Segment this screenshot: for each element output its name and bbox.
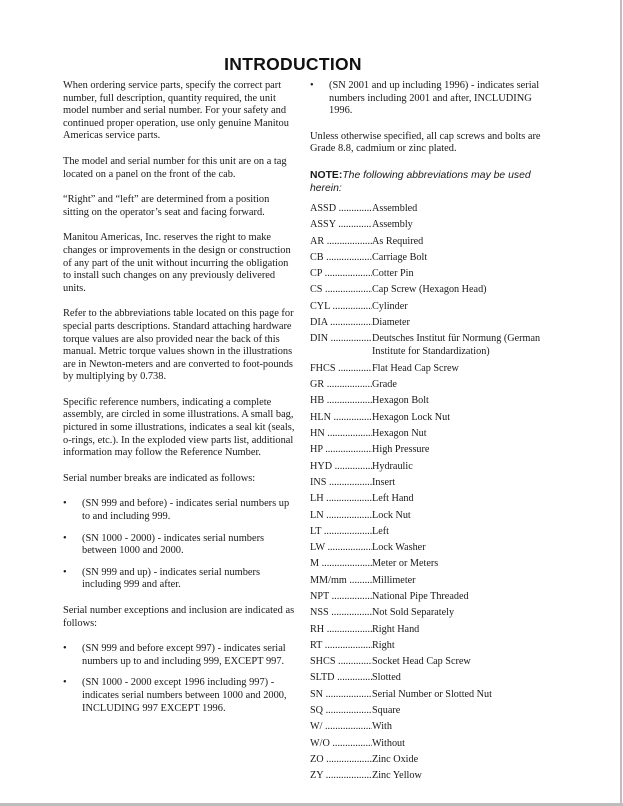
abbreviation-row: [310, 395, 550, 411]
list-item-text: (SN 999 and up) - indicates serial numbers including 999 and after.: [82, 566, 261, 591]
abbreviation-definition: Square: [372, 705, 550, 718]
abbreviation-row: [310, 640, 550, 656]
abbreviation-row: [310, 219, 550, 235]
abbreviation-code: MM/mm .....: [310, 575, 372, 588]
abbreviation-row: [310, 428, 550, 444]
abbreviation-row: [310, 379, 550, 395]
abbreviation-row: [310, 672, 550, 688]
abbreviation-code: AR .....: [310, 236, 372, 249]
abbreviation-row: [310, 705, 550, 721]
bullet-icon: •: [63, 643, 67, 655]
bullet-icon: •: [63, 498, 67, 510]
abbreviation-code: SQ .....: [310, 705, 372, 718]
abbreviation-code: SN .....: [310, 689, 372, 702]
abbreviation-definition: Zinc Oxide: [372, 754, 550, 767]
bullet-icon: •: [310, 80, 314, 91]
abbreviation-row: [310, 236, 550, 252]
abbreviation-definition: Left Hand: [372, 493, 550, 506]
abbreviation-definition: With: [372, 721, 550, 734]
abbreviation-row: [310, 770, 550, 786]
abbreviation-row: [310, 493, 550, 509]
abbreviation-code: SLTD .....: [310, 672, 372, 685]
abbreviation-row: [310, 607, 550, 623]
abbreviation-definition: Insert: [372, 477, 550, 490]
abbreviation-definition: Millimeter: [372, 575, 550, 588]
abbreviation-code: CP .....: [310, 268, 372, 281]
abbreviation-definition: Assembly: [372, 219, 550, 232]
abbreviation-code: DIN .....: [310, 333, 372, 346]
abbreviation-definition: Right Hand: [372, 624, 550, 637]
abbreviation-code: HP .....: [310, 444, 372, 457]
abbreviation-code: ZO .....: [310, 754, 372, 767]
abbreviation-row: [310, 542, 550, 558]
list-item: [63, 533, 297, 558]
abbreviation-row: [310, 738, 550, 754]
right-column: [310, 80, 550, 787]
list-item: [63, 567, 297, 592]
note: [310, 169, 550, 195]
abbreviation-code: SHCS .....: [310, 656, 372, 669]
abbreviation-definition: Grade: [372, 379, 550, 392]
abbreviation-definition: Lock Washer: [372, 542, 550, 555]
abbreviation-definition: High Pressure: [372, 444, 550, 457]
abbreviation-row: [310, 575, 550, 591]
abbreviation-definition: National Pipe Threaded: [372, 591, 550, 604]
list-item-text: (SN 999 and before except 997) - indicates serial numbers up to and including 999, EXCEPT 997.: [82, 643, 286, 667]
abbreviation-row: [310, 268, 550, 284]
abbreviation-row: [310, 526, 550, 542]
list-item: [310, 80, 550, 118]
serial-exceptions-list-continued: [310, 80, 550, 118]
abbreviation-row: [310, 591, 550, 607]
abbreviation-code: M .....: [310, 558, 372, 571]
abbreviation-definition: Lock Nut: [372, 510, 550, 523]
abbreviations-reference-paragraph: Refer to the abbreviations table located on this page for special parts descriptions. Standard attaching hardware torque values are also provided near the back of this manual. Metric torque values shown in the illustrations are in Newton-meters and are converted to foot-pounds by multiplying by 0.738.: [63, 308, 294, 383]
page-title: INTRODUCTION: [224, 54, 362, 74]
right-left-paragraph: “Right” and “left” are determined from a position sitting on the operator’s seat and facing forward.: [63, 194, 270, 218]
abbreviation-code: NSS .....: [310, 607, 372, 620]
bullet-icon: •: [63, 566, 67, 578]
list-item: [63, 677, 297, 715]
abbreviations-table: [310, 203, 550, 787]
list-item-text: (SN 1000 - 2000 except 1996 including 997) - indicates serial numbers between 1000 and 2000, INCLUDING 997 EXCEPT 1996.: [82, 677, 287, 714]
list-item: [63, 643, 297, 668]
bullet-icon: •: [63, 677, 67, 689]
abbreviation-code: DIA .....: [310, 317, 372, 330]
abbreviation-row: [310, 624, 550, 640]
abbreviation-definition: Hexagon Lock Nut: [372, 412, 550, 425]
abbreviation-definition: Diameter: [372, 317, 550, 330]
abbreviation-definition: Deutsches Institut für Normung (German Institute for Standardization): [372, 333, 550, 358]
abbreviation-row: [310, 301, 550, 317]
abbreviation-definition: Left: [372, 526, 550, 539]
serial-location-paragraph: The model and serial number for this unit are on a tag located on a panel on the front of the cab.: [63, 155, 287, 180]
ordering-paragraph: When ordering service parts, specify the correct part number, full description, quantity required, the unit model number and serial number. For your safety and continued proper operation, use only genuine Manitou Americas service parts.: [63, 80, 289, 142]
abbreviation-code: INS .....: [310, 477, 372, 490]
abbreviation-row: [310, 689, 550, 705]
abbreviation-row: [310, 754, 550, 770]
abbreviation-code: LH .....: [310, 493, 372, 506]
abbreviation-code: LW .....: [310, 542, 372, 555]
abbreviation-definition: Cotter Pin: [372, 268, 550, 281]
abbreviation-row: [310, 317, 550, 333]
abbreviation-code: ASSD .....: [310, 203, 372, 216]
abbreviation-code: GR .....: [310, 379, 372, 392]
abbreviation-row: [310, 252, 550, 268]
abbreviation-code: HN .....: [310, 428, 372, 441]
list-item-text: (SN 2001 and up including 1996) - indicates serial numbers including 2001 and after, INCLUDING 1996.: [329, 80, 540, 117]
abbreviation-definition: Right: [372, 640, 550, 653]
abbreviation-row: [310, 461, 550, 477]
serial-exceptions-intro: Serial number exceptions and inclusion are indicated as follows:: [63, 605, 295, 629]
abbreviation-row: [310, 412, 550, 428]
abbreviation-code: RH .....: [310, 624, 372, 637]
abbreviation-code: ZY .....: [310, 770, 372, 783]
left-column: [63, 80, 297, 728]
list-item-text: (SN 1000 - 2000) - indicates serial numbers between 1000 and 2000.: [82, 532, 265, 557]
note-text: The following abbreviations may be used herein:: [310, 169, 531, 194]
serial-breaks-list: [63, 498, 297, 592]
abbreviation-row: [310, 284, 550, 300]
reference-numbers-paragraph: Specific reference numbers, indicating a complete assembly, are circled in some illustrations. A small bag, pictured in some illustrations, indicates a seal kit (seals, o-rings, etc.). In the exploded view parts list, additional information may follow the Reference Number.: [63, 396, 295, 459]
abbreviation-definition: As Required: [372, 236, 550, 249]
abbreviation-code: NPT .....: [310, 591, 372, 604]
abbreviation-row: [310, 363, 550, 379]
abbreviation-code: W/O .....: [310, 738, 372, 751]
abbreviation-code: W/ .....: [310, 721, 372, 734]
abbreviation-code: HLN .....: [310, 412, 372, 425]
abbreviation-definition: Cylinder: [372, 301, 550, 314]
abbreviation-code: LN .....: [310, 510, 372, 523]
abbreviation-definition: Carriage Bolt: [372, 252, 550, 265]
abbreviation-code: CYL .....: [310, 301, 372, 314]
bullet-icon: •: [63, 532, 67, 544]
abbreviation-row: [310, 444, 550, 460]
grade-paragraph: Unless otherwise specified, all cap screws and bolts are Grade 8.8, cadmium or zinc plated.: [310, 130, 541, 155]
abbreviation-row: [310, 477, 550, 493]
abbreviation-definition: Zinc Yellow: [372, 770, 550, 783]
note-label: NOTE:: [310, 169, 343, 181]
abbreviation-definition: Flat Head Cap Screw: [372, 363, 550, 376]
abbreviation-row: [310, 656, 550, 672]
abbreviation-definition: Slotted: [372, 672, 550, 685]
abbreviation-code: HYD .....: [310, 461, 372, 474]
list-item-text: (SN 999 and before) - indicates serial numbers up to and including 999.: [82, 498, 290, 523]
abbreviation-definition: Assembled: [372, 203, 550, 216]
abbreviation-definition: Without: [372, 738, 550, 751]
abbreviation-row: [310, 721, 550, 737]
abbreviation-definition: Hexagon Nut: [372, 428, 550, 441]
serial-breaks-intro: Serial number breaks are indicated as follows:: [63, 472, 256, 484]
abbreviation-definition: Hydraulic: [372, 461, 550, 474]
abbreviation-definition: Socket Head Cap Screw: [372, 656, 550, 669]
abbreviation-definition: Serial Number or Slotted Nut: [372, 689, 550, 702]
abbreviation-definition: Not Sold Separately: [372, 607, 550, 620]
abbreviation-row: [310, 203, 550, 219]
abbreviation-code: CS .....: [310, 284, 372, 297]
abbreviation-row: [310, 558, 550, 574]
abbreviation-definition: Hexagon Bolt: [372, 395, 550, 408]
abbreviation-row: [310, 333, 550, 363]
page-border-right: [620, 0, 622, 806]
abbreviation-definition: Cap Screw (Hexagon Head): [372, 284, 550, 297]
abbreviation-code: HB .....: [310, 395, 372, 408]
changes-paragraph: Manitou Americas, Inc. reserves the right to make changes or improvements in the design or construction of any part of the unit without incurring the obligation to install such changes on any previously delivered units.: [63, 232, 291, 294]
list-item: [63, 498, 297, 523]
abbreviation-code: ASSY .....: [310, 219, 372, 232]
abbreviation-code: FHCS .....: [310, 363, 372, 376]
abbreviation-code: LT .....: [310, 526, 372, 539]
abbreviation-definition: Meter or Meters: [372, 558, 550, 571]
abbreviation-code: RT .....: [310, 640, 372, 653]
abbreviation-row: [310, 510, 550, 526]
serial-exceptions-list: [63, 643, 297, 715]
abbreviation-code: CB .....: [310, 252, 372, 265]
